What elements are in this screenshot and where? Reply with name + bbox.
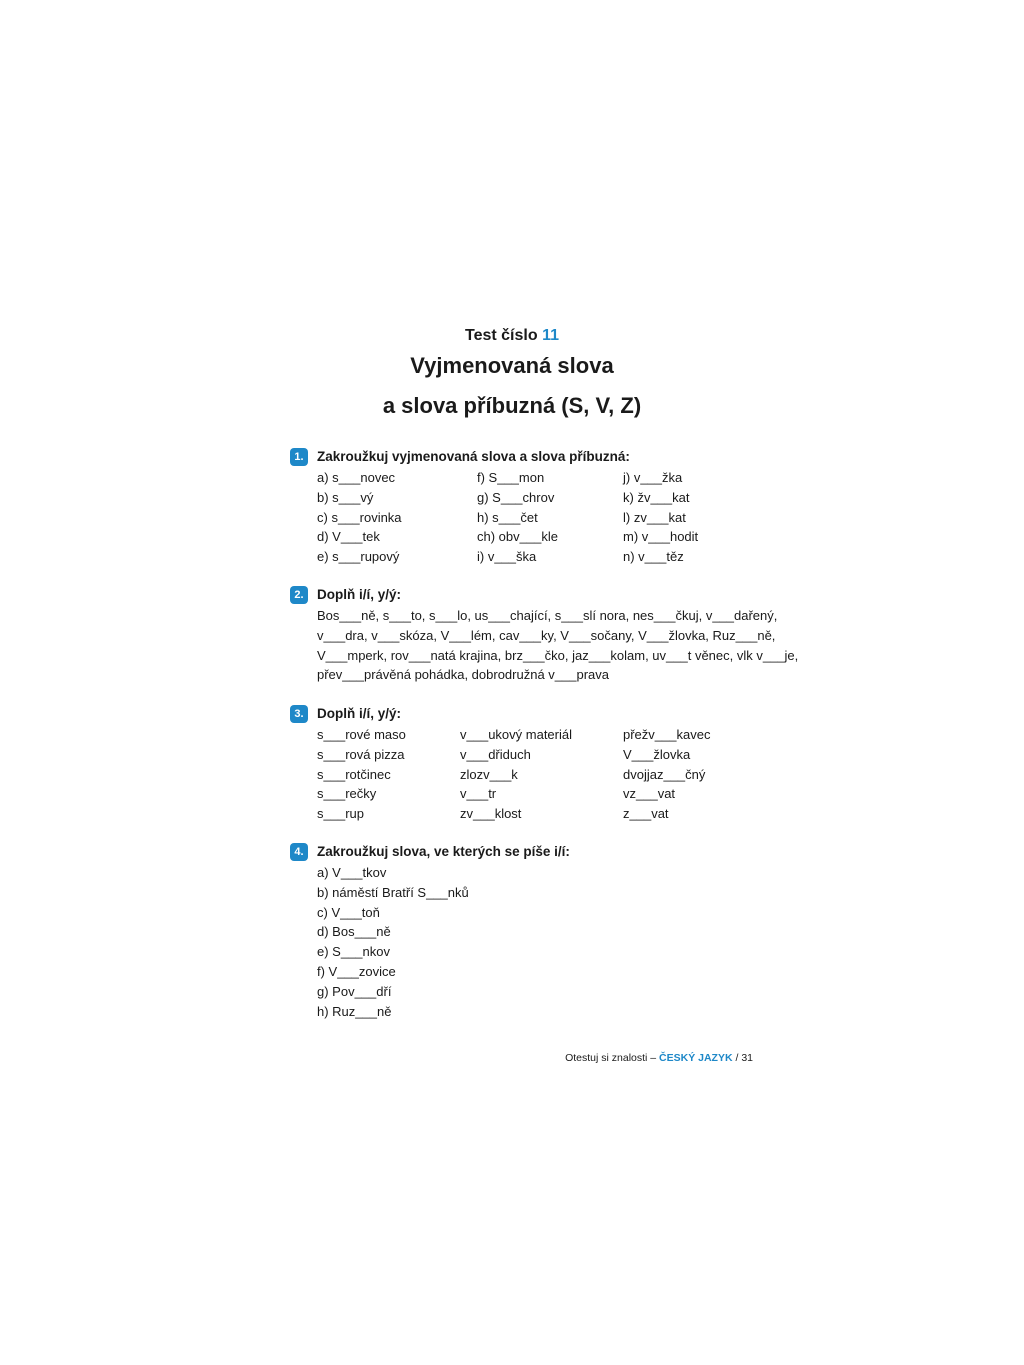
list-item: zlozv___k (460, 766, 518, 782)
paragraph-line: přev___právěná pohádka, dobrodružná v___prava (317, 667, 609, 683)
list-item: s___rečky (317, 786, 377, 802)
task-2 (290, 586, 799, 686)
test-label-text: Test číslo (465, 327, 538, 344)
test-number: 11 (542, 327, 559, 344)
list-item: g) S___chrov (477, 489, 555, 505)
list-item: c) V___toň (317, 904, 380, 920)
task-column (460, 725, 572, 824)
list-item: e) S___nkov (317, 944, 390, 960)
list-item: s___rová pizza (317, 746, 405, 762)
paragraph-line: v___dra, v___skóza, V___lém, cav___ky, V___sočany, V___žlovka, Ruz___ně, (317, 627, 776, 643)
list-item: j) v___žka (623, 470, 683, 485)
list-item: f) S___mon (477, 470, 545, 485)
list-item: v___dřiduch (460, 746, 531, 762)
task-column (623, 725, 710, 824)
list-item: n) v___těz (623, 549, 684, 565)
list-item: i) v___ška (477, 549, 537, 565)
task-column (623, 468, 698, 567)
list-item: b) náměstí Bratří S___nků (317, 884, 469, 900)
list-item: s___rup (317, 806, 364, 822)
list-item: c) s___rovinka (317, 509, 402, 525)
task-column (317, 725, 406, 824)
list-item: V___žlovka (623, 746, 691, 762)
list-item: h) s___čet (477, 509, 538, 525)
list-item: m) v___hodit (623, 529, 699, 545)
list-item: g) Pov___dří (317, 983, 392, 999)
list-item: s___rové maso (317, 727, 406, 742)
list-item: h) Ruz___ně (317, 1003, 392, 1019)
list-item: a) V___tkov (317, 865, 387, 880)
footer-prefix: Otestuj si znalosti – (565, 1052, 660, 1064)
page-title-line-1: Vyjmenovaná slova (410, 353, 614, 378)
task-number-badge: 4. (290, 843, 308, 861)
paragraph-line: Bos___ně, s___to, s___lo, us___chající, s___slí nora, nes___čkuj, v___dařený, (317, 608, 778, 623)
footer-subject: ČESKÝ JAZYK (659, 1052, 733, 1064)
list-item: e) s___rupový (317, 549, 400, 565)
paragraph-line: V___mperk, rov___natá krajina, brz___čko, jaz___kolam, uv___t věnec, vlk v___je, (317, 647, 799, 663)
list-item: k) žv___kat (623, 489, 690, 505)
task-number-badge: 1. (290, 448, 308, 466)
task-title: Doplň i/í, y/ý: (317, 587, 402, 602)
list-item: ch) obv___kle (477, 529, 558, 545)
task-1 (290, 448, 760, 568)
list-item: s___rotčinec (317, 766, 391, 782)
list-item: z___vat (623, 806, 669, 822)
task-paragraph (317, 606, 799, 685)
list-item: přežv___kavec (623, 727, 711, 742)
list-item: d) V___tek (317, 529, 380, 545)
task-title: Doplň i/í, y/ý: (317, 706, 402, 721)
task-title: Zakroužkuj slova, ve kterých se píše i/í: (317, 844, 570, 859)
test-label (0, 327, 1024, 345)
list-item: dvojjaz___čný (623, 766, 706, 782)
task-number-badge: 2. (290, 586, 308, 604)
footer-page-number: / 31 (732, 1052, 753, 1064)
page-footer (565, 1052, 753, 1064)
list-item: v___tr (460, 786, 497, 802)
list-item: d) Bos___ně (317, 924, 391, 940)
list-item: l) zv___kat (623, 509, 686, 525)
task-number-badge: 3. (290, 705, 308, 723)
list-item: zv___klost (460, 806, 522, 822)
list-item: f) V___zovice (317, 963, 396, 979)
list-item: a) s___novec (317, 470, 396, 485)
task-column (317, 863, 469, 1021)
task-4 (290, 843, 760, 1023)
list-item: v___ukový materiál (460, 727, 572, 742)
task-column (477, 468, 558, 567)
page-title-line-2: a slova příbuzná (S, V, Z) (382, 393, 642, 418)
list-item: vz___vat (623, 786, 676, 802)
task-column (317, 468, 402, 567)
list-item: b) s___vý (317, 489, 374, 505)
task-title: Zakroužkuj vyjmenovaná slova a slova příbuzná: (317, 449, 630, 464)
task-3 (290, 705, 760, 825)
